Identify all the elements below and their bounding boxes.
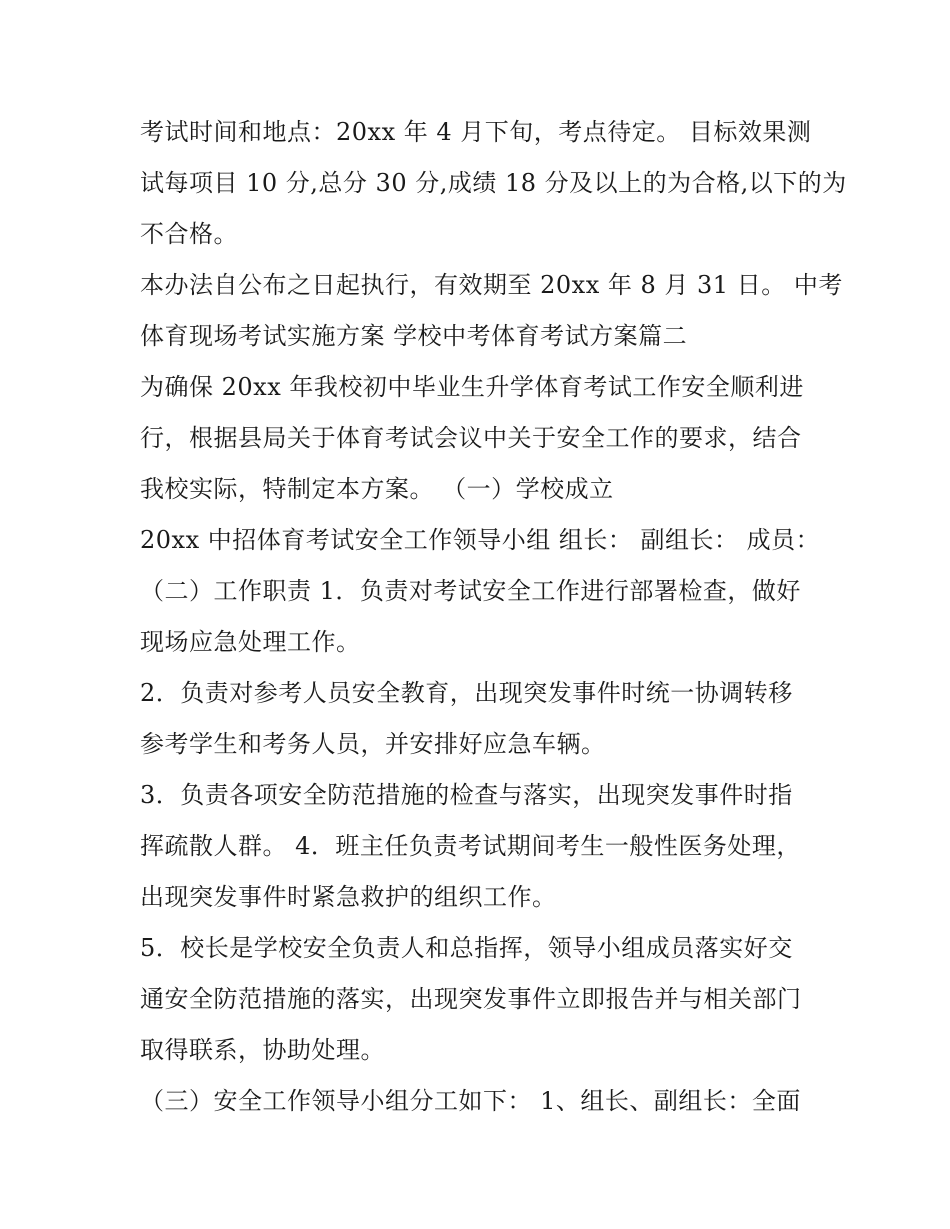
text-line: 不合格。: [140, 220, 238, 248]
text-line: （二）工作职责 1．负责对考试安全工作进行部署检查，做好: [140, 577, 801, 605]
text-line: 参考学生和考务人员，并安排好应急车辆。: [140, 730, 606, 758]
text-line: 3．负责各项安全防范措施的检查与落实，出现突发事件时指: [140, 781, 793, 809]
text-line: 出现突发事件时紧急救护的组织工作。: [140, 883, 557, 911]
text-line: 试每项目 10 分,总分 30 分,成绩 18 分及以上的为合格,以下的为: [140, 169, 847, 197]
text-line: 考试时间和地点：20xx 年 4 月下旬，考点待定。 目标效果测: [140, 118, 812, 146]
text-line: 取得联系，协助处理。: [140, 1036, 385, 1064]
document-body: [140, 107, 847, 1127]
text-line: 现场应急处理工作。: [140, 628, 361, 656]
text-line: 为确保 20xx 年我校初中毕业生升学体育考试工作安全顺利进: [140, 373, 804, 401]
text-line: 2．负责对参考人员安全教育，出现突发事件时统一协调转移: [140, 679, 793, 707]
text-line: 20xx 中招体育考试安全工作领导小组 组长： 副组长： 成员：: [140, 526, 821, 554]
text-line: （三）安全工作领导小组分工如下： 1、组长、副组长：全面: [140, 1087, 801, 1115]
text-line: 本办法自公布之日起执行，有效期至 20xx 年 8 月 31 日。 中考: [140, 271, 843, 299]
text-line: 挥疏散人群。 4．班主任负责考试期间考生一般性医务处理，: [140, 832, 801, 860]
text-line: 体育现场考试实施方案 学校中考体育考试方案篇二: [140, 322, 688, 350]
text-line: 我校实际，特制定本方案。 （一）学校成立: [140, 475, 614, 503]
text-line: 5．校长是学校安全负责人和总指挥，领导小组成员落实好交: [140, 934, 793, 962]
text-line: 行，根据县局关于体育考试会议中关于安全工作的要求，结合: [140, 424, 802, 452]
text-line: 通安全防范措施的落实，出现突发事件立即报告并与相关部门: [140, 985, 802, 1013]
